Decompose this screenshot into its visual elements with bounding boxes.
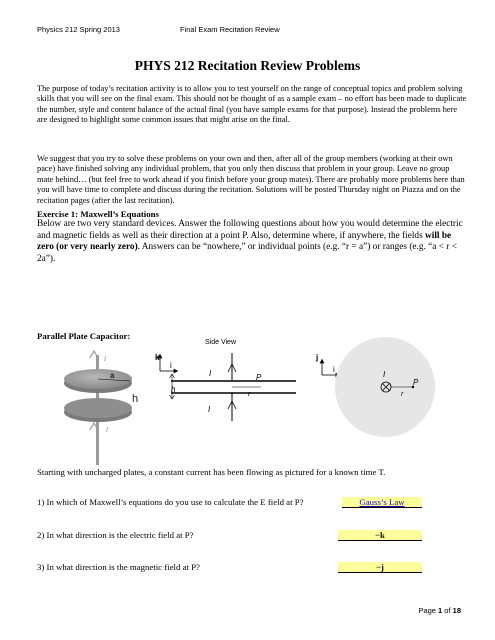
header-course: Physics 212 Spring 2013 [37,25,120,34]
capacitor-figure [0,330,495,470]
footer-of: of [442,606,453,615]
top-point-label: P [413,378,419,387]
side-current-label-top: I [209,369,212,378]
exercise-heading: Exercise 1: Maxwell’s Equations [37,209,159,219]
answer-2-text: −k [375,530,385,540]
gap-label: h [132,393,139,405]
exercise-body-bold: will be zero (or very nearly zero) [37,230,452,253]
footer-total: 18 [452,606,461,615]
axis-k-label: k [155,353,160,362]
intro-paragraph-1: The purpose of today’s recitation activity is to allow you to test yourself on the range of conceptual topics and problem solving skills that you will see on the final exam. This should not be thought of as a sample exam – no effort has been made to duplicate the number, style and content balance of the actual final (you have sample exams for that purpose). Instead the problems here are designed to highlight some common issues that might arise on the final. [37,84,467,125]
page-title: PHYS 212 Recitation Review Problems [134,58,361,73]
side-gap-label: h [171,385,176,394]
question-3: 3) In what direction is the magnetic field at P? [37,562,200,572]
side-current-label-bottom: I [208,405,211,414]
footer-prefix: Page [418,606,439,615]
answer-3-text: −j [376,562,384,572]
header-subtitle: Final Exam Recitation Review [180,25,280,34]
axis-i-label-top: i [333,365,335,374]
exercise-body-2: . Answers can be “nowhere,” or individual points (e.g. “r = a”) or ranges (e.g. “a < r < 2a”). [37,242,457,264]
axis-j-label: j [316,353,319,362]
page-number [418,606,461,615]
exercise-instructions [37,219,467,265]
top-current-label: I [383,370,386,379]
side-view [170,339,297,421]
top-view-plate [335,337,435,437]
top-view [335,337,435,437]
bottom-plate [64,398,132,418]
current-arrow-top [90,351,98,358]
current-label-bottom: I [106,427,108,434]
answer-1-text: Gauss’s Law [359,497,405,507]
answer-2 [338,530,422,541]
side-r-label: r [248,391,251,398]
side-axes [155,353,176,371]
side-view-label: Side View [205,339,237,346]
answer-3 [338,562,422,573]
context-text: Starting with uncharged plates, a constant current has been flowing as pictured for a known time T. [37,467,386,477]
radius-label: a [110,371,115,380]
capacitor-subheading: Parallel Plate Capacitor: [37,331,131,341]
exercise-body-1: Below are two very standard devices. Answer the following questions about how you would determine the electric and magnetic fields as well as their direction at a point P. Also, determine where, if anywhere, the fields [37,219,463,241]
footer-page: 1 [438,606,443,615]
current-label-top: I [104,356,106,363]
axis-i-label: i [170,361,172,370]
question-1: 1) In which of Maxwell’s equations do you use to calculate the E field at P? [37,497,304,507]
side-point-label: P [256,373,262,382]
question-2: 2) In what direction is the electric field at P? [37,530,194,540]
answer-1 [342,497,422,508]
top-r-label: r [401,391,404,398]
capacitor-3d-view [64,351,138,465]
intro-paragraph-2: We suggest that you try to solve these problems on your own and then, after all of the group members (working at their own pace) have finished solving any individual problem, that you only then discuss that problem in your group. Leave no group mate behind… (but feel free to work ahead if you finish before your group mates). There are probably more problems here than you will have time to complete and discuss during the recitation. Solutions will be posted Thursday night on Piazza and on the recitation pages (after the last recitation). [37,154,465,205]
top-axes [315,353,338,375]
